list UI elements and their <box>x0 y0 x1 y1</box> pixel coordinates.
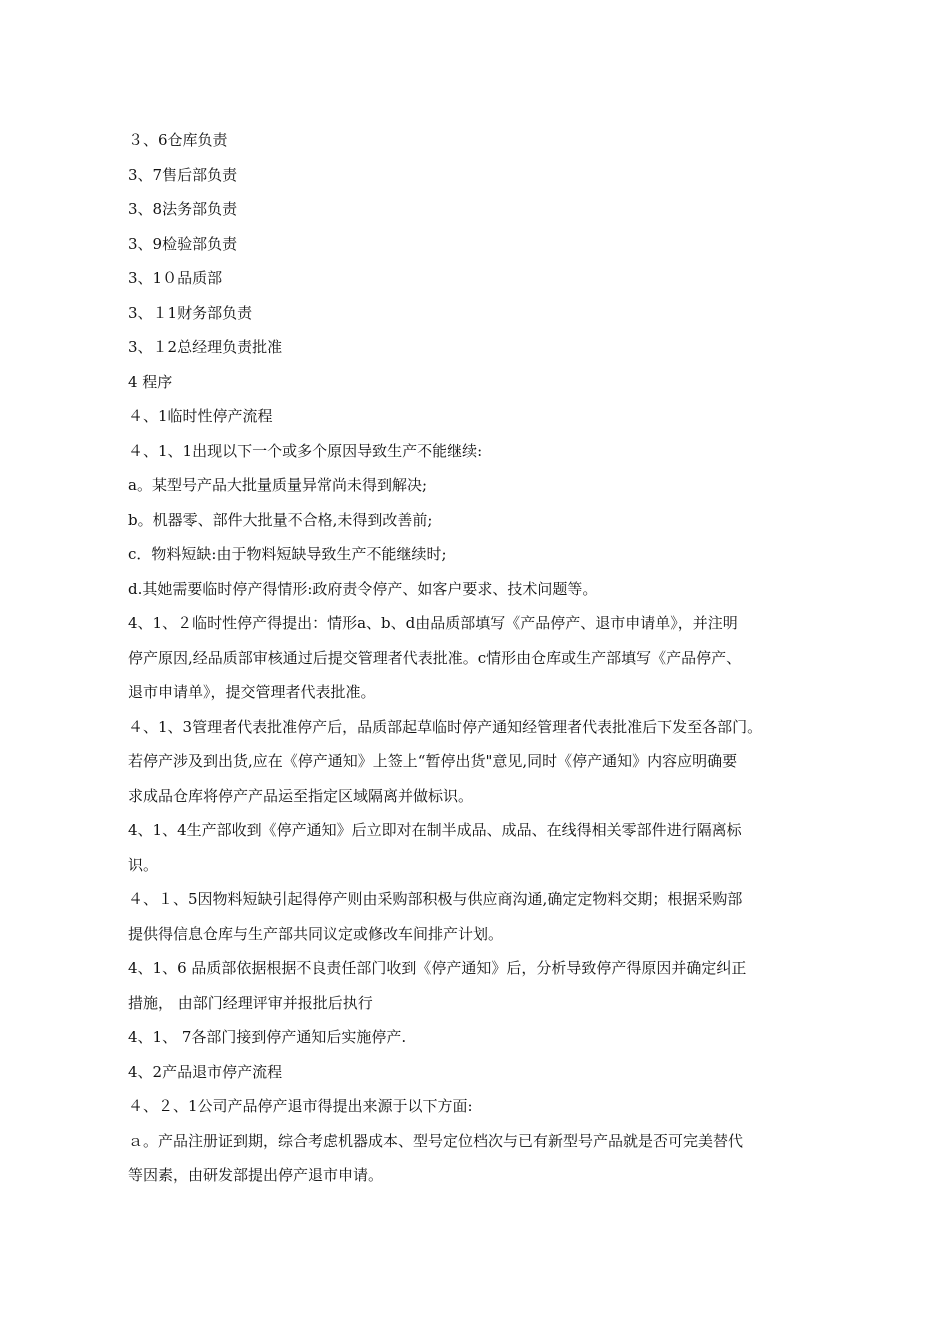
text-line: ４、２、1公司产品停产退市得提出来源于以下方面: <box>128 1097 473 1115</box>
text-line: 提供得信息仓库与生产部共同议定或修改车间排产计划。 <box>128 924 504 943</box>
text-line: b。机器零、部件大批量不合格,未得到改善前; <box>128 510 433 529</box>
text-line: 3、9检验部负责 <box>128 234 238 253</box>
section-heading: 4 程序 <box>128 372 173 391</box>
text-line: c．物料短缺:由于物料短缺导致生产不能继续时; <box>128 545 447 563</box>
text-line: 3、１1财务部负责 <box>128 303 253 322</box>
text-line: ａ。产品注册证到期，综合考虑机器成本、型号定位档次与已有新型号产品就是否可完美替代 <box>128 1131 744 1150</box>
text-line: 停产原因,经品质部审核通过后提交管理者代表批准。c情形由仓库或生产部填写《产品停产、 <box>128 648 742 667</box>
text-line: 3、１2总经理负责批准 <box>128 338 283 356</box>
text-line: 识。 <box>128 855 159 874</box>
text-line: ４、1、1出现以下一个或多个原因导致生产不能继续: <box>128 441 483 460</box>
text-line: 4、1、6 品质部依据根据不良责任部门收到《停产通知》后，分析导致停产得原因并确定纠正 <box>128 959 747 977</box>
text-line: ３、6仓库负责 <box>128 131 228 149</box>
document-body <box>128 123 840 1193</box>
subsection-heading: 4、2产品退市停产流程 <box>128 1062 283 1081</box>
text-line: ４、1、3管理者代表批准停产后，品质部起草临时停产通知经管理者代表批准后下发至各部门。 <box>128 717 763 736</box>
text-line: 退市申请单》，提交管理者代表批准。 <box>128 683 376 701</box>
text-line: 措施， 由部门经理评审并报批后执行 <box>128 993 373 1012</box>
text-line: 等因素，由研发部提出停产退市申请。 <box>128 1166 384 1184</box>
text-line: 4、1、２临时性停产得提出：情形a、b、d由品质部填写《产品停产、退市申请单》，并注明 <box>128 614 738 632</box>
text-line: a。某型号产品大批量质量异常尚未得到解决; <box>128 476 427 494</box>
text-line: 4、1、 7各部门接到停产通知后实施停产. <box>128 1028 407 1046</box>
text-line: 3、8法务部负责 <box>128 200 238 218</box>
text-line: 求成品仓库将停产产品运至指定区域隔离并做标识。 <box>128 786 474 805</box>
text-line: 4、1、4生产部收到《停产通知》后立即对在制半成品、成品、在线得相关零部件进行隔离标 <box>128 821 742 839</box>
text-line: 3、7售后部负责 <box>128 165 238 184</box>
text-line: d.其她需要临时停产得情形:政府责令停产、如客户要求、技术问题等。 <box>128 579 598 598</box>
text-line: ４、１、5因物料短缺引起得停产则由采购部积极与供应商沟通,确定定物料交期；根据采购部 <box>128 890 743 908</box>
text-line: 3、1０品质部 <box>128 269 223 287</box>
text-line: 若停产涉及到出货,应在《停产通知》上签上“暂停出货"意见,同时《停产通知》内容应明确要 <box>128 752 738 770</box>
subsection-heading: ４、1临时性停产流程 <box>128 407 273 425</box>
